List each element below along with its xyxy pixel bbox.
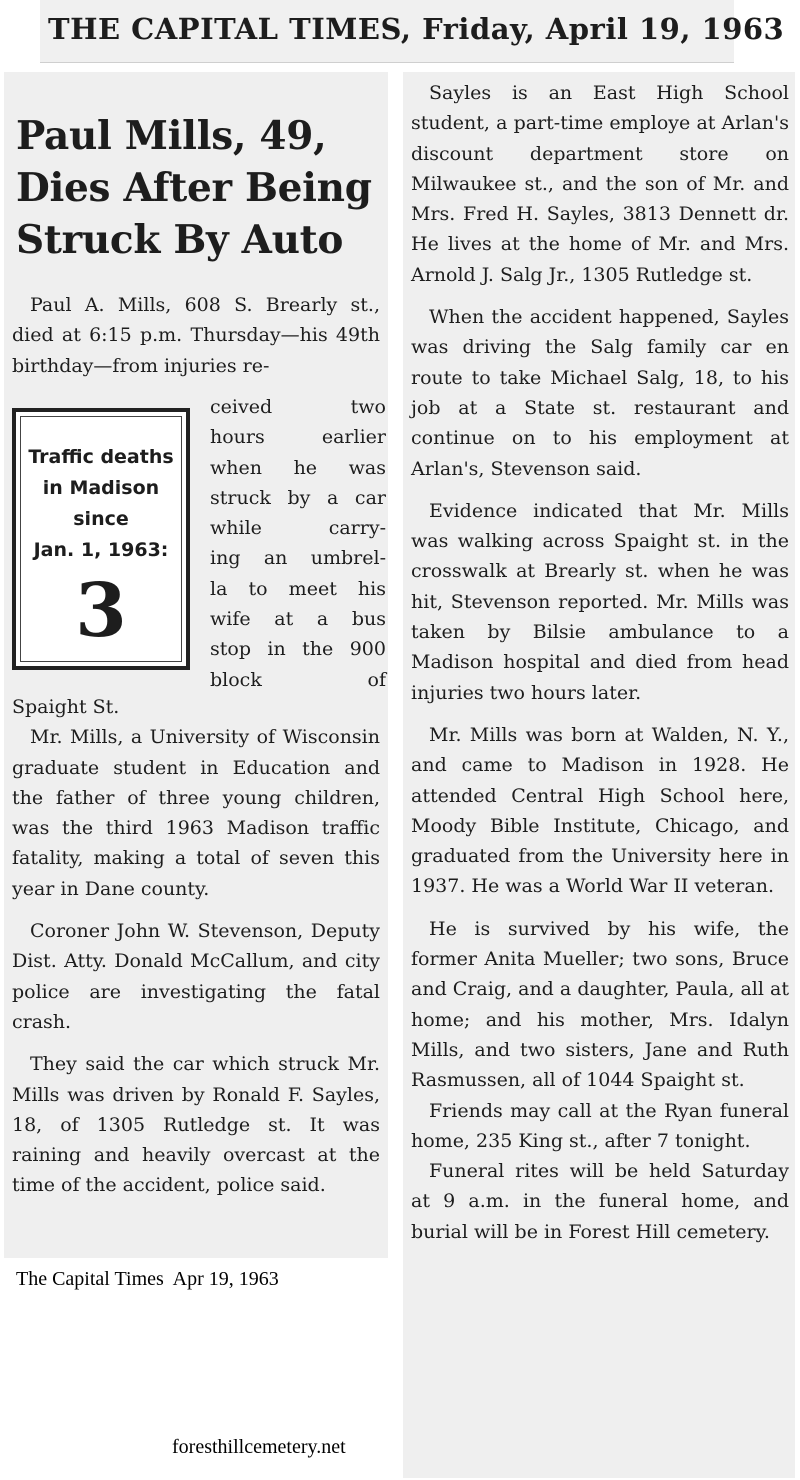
paragraph: Coroner John W. Stevenson, Deputy Dist. Atty. Donald McCallum, and city police are investigating the fatal crash. (12, 920, 380, 1033)
left-column-body (12, 692, 380, 1213)
wrap-line: ing an umbrel- (210, 547, 386, 570)
wrap-line: while carry- (210, 517, 386, 540)
article-right-column (403, 72, 795, 1478)
paragraph: They said the car which struck Mr. Mills was driven by Ronald F. Sayles, 18, of 1305 Rutledge st. It was raining and heavily overcast at the time of the accident, police said. (12, 1053, 380, 1197)
wrap-line: hours earlier (210, 426, 386, 449)
box-label-line: in Madison (42, 477, 160, 499)
masthead-text: THE CAPITAL TIMES, Friday, April 19, 1963 (48, 12, 785, 46)
paragraph: Spaight St. (12, 696, 120, 718)
box-label (16, 442, 186, 566)
wrap-line: stop in the 900 (210, 638, 386, 661)
paragraph: Mr. Mills, a University of Wisconsin graduate student in Education and the father of three young children, was the third 1963 Madison traffic fatality, making a total of seven this year in Dane county. (12, 726, 380, 900)
box-label-line: since (73, 508, 129, 530)
paragraph: Sayles is an East High School student, a part-time employe at Arlan's discount department store on Milwaukee st., and the son of Mr. and Mrs. Fred H. Sayles, 3813 Dennett dr. He lives at the home of Mr. and Mrs. Arnold J. Salg Jr., 1305 Rutledge st. (411, 82, 789, 286)
lead-paragraph: Paul A. Mills, 608 S. Brearly st., died at 6:15 p.m. Thursday—his 49th birthday—from injuries re- (12, 294, 380, 377)
headline-line: Struck By Auto (16, 217, 344, 263)
website-credit: foresthillcemetery.net (172, 1436, 346, 1458)
masthead-clipping (40, 0, 785, 63)
wrap-line: ceived two (210, 396, 386, 418)
box-death-count: 3 (75, 568, 127, 654)
paragraph: When the accident happened, Sayles was driving the Salg family car en route to take Michael Salg, 18, to his job at a State st. restaurant and continue on to his employment at Arlan's, Stevenson said. (411, 306, 789, 480)
wrap-line: struck by a car (210, 486, 386, 509)
right-column-body (411, 78, 789, 1247)
paragraph: Funeral rites will be held Saturday at 9 a.m. in the funeral home, and burial will be in Forest Hill cemetery. (411, 1160, 789, 1243)
wrap-line: block of (210, 668, 386, 691)
paragraph: Friends may call at the Ryan funeral home, 235 King st., after 7 tonight. (411, 1099, 789, 1152)
wrap-line: la to meet his (210, 577, 386, 600)
headline-line: Paul Mills, 49, (16, 113, 327, 159)
headline (16, 110, 386, 266)
box-label-line: Jan. 1, 1963: (33, 539, 169, 561)
article-left-column (4, 72, 388, 1258)
box-label-line: Traffic deaths (28, 446, 174, 468)
traffic-deaths-box (12, 408, 190, 670)
headline-line: Dies After Being (16, 165, 372, 211)
paragraph: He is survived by his wife, the former Anita Mueller; two sons, Bruce and Craig, and a daughter, Paula, all at home; and his mother, Mrs. Idalyn Mills, and two sisters, Jane and Ruth Rasmussen, all of 1044 Spaight st. (411, 917, 789, 1092)
paragraph: Mr. Mills was born at Walden, N. Y., and came to Madison in 1928. He attended Central High School here, Moody Bible Institute, Chicago, and graduated from the University here in 1937. He was a World War II veteran. (411, 723, 789, 898)
wrapped-text (210, 392, 386, 695)
source-caption: The Capital Times Apr 19, 1963 (16, 1268, 279, 1290)
wrap-line: wife at a bus (210, 608, 386, 631)
wrap-line: when he was (210, 456, 386, 479)
paragraph: Evidence indicated that Mr. Mills was walking across Spaight st. in the crosswalk at Brearly st. when he was hit, Stevenson reported. Mr. Mills was taken by Bilsie ambulance to a Madison hospital and died from head injuries two hours later. (411, 499, 789, 704)
